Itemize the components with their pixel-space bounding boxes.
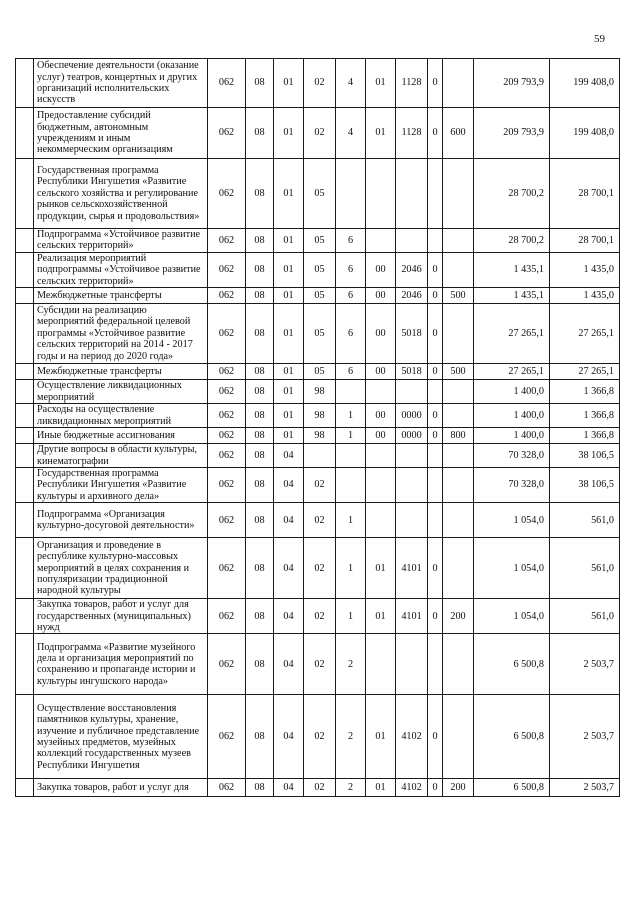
code-rz: 08 [246,404,274,428]
table-row [16,428,620,444]
amount-actual: 561,0 [550,538,620,599]
table-row [16,288,620,304]
code-expense-type [443,468,474,503]
amount-plan: 1 435,1 [474,288,550,304]
budget-table-body [16,59,620,797]
code-event [366,229,396,253]
code-subprogram: 4 [336,59,366,108]
code-extra: 0 [428,59,443,108]
code-extra: 0 [428,304,443,364]
code-rz: 08 [246,108,274,159]
row-margin-cell [16,229,34,253]
code-pr: 04 [274,599,304,634]
row-name: Подпрограмма «Развитие музейного дела и организация мероприятий по сохранению и пропаганде истории и культуры ингушского народа» [34,634,208,695]
code-min: 062 [208,59,246,108]
code-program: 05 [304,304,336,364]
code-rz: 08 [246,229,274,253]
code-min: 062 [208,599,246,634]
row-margin-cell [16,468,34,503]
code-extra: 0 [428,538,443,599]
code-extra: 0 [428,108,443,159]
table-row [16,538,620,599]
table-row [16,404,620,428]
code-subprogram [336,444,366,468]
amount-plan: 28 700,2 [474,229,550,253]
code-direction: 5018 [396,364,428,380]
amount-actual: 2 503,7 [550,779,620,797]
table-row [16,634,620,695]
code-event: 00 [366,288,396,304]
code-expense-type: 800 [443,428,474,444]
code-event: 01 [366,695,396,779]
code-event: 01 [366,538,396,599]
code-rz: 08 [246,364,274,380]
code-expense-type: 500 [443,288,474,304]
code-pr: 04 [274,444,304,468]
code-min: 062 [208,404,246,428]
code-program: 98 [304,428,336,444]
code-subprogram: 6 [336,288,366,304]
code-min: 062 [208,503,246,538]
amount-plan: 209 793,9 [474,59,550,108]
code-direction: 2046 [396,288,428,304]
code-program: 05 [304,229,336,253]
amount-actual: 199 408,0 [550,59,620,108]
amount-actual: 1 435,0 [550,288,620,304]
amount-plan: 1 054,0 [474,503,550,538]
code-min: 062 [208,288,246,304]
row-margin-cell [16,695,34,779]
amount-plan: 1 054,0 [474,538,550,599]
code-expense-type [443,380,474,404]
code-program: 05 [304,159,336,229]
amount-plan: 70 328,0 [474,468,550,503]
code-rz: 08 [246,380,274,404]
code-event: 01 [366,108,396,159]
code-pr: 04 [274,695,304,779]
table-row [16,599,620,634]
code-direction: 0000 [396,404,428,428]
table-row [16,59,620,108]
row-name: Предоставление субсидий бюджетным, автономным учреждениям и иным некоммерческим организациям [34,108,208,159]
code-rz: 08 [246,252,274,287]
table-row [16,159,620,229]
row-margin-cell [16,364,34,380]
amount-actual: 27 265,1 [550,304,620,364]
row-name: Реализация мероприятий подпрограммы «Устойчивое развитие сельских территорий» [34,252,208,287]
code-program: 02 [304,779,336,797]
code-event: 01 [366,599,396,634]
code-event [366,380,396,404]
amount-actual: 1 366,8 [550,404,620,428]
code-direction [396,159,428,229]
code-rz: 08 [246,538,274,599]
code-subprogram: 1 [336,503,366,538]
amount-actual: 561,0 [550,503,620,538]
row-name: Расходы на осуществление ликвидационных мероприятий [34,404,208,428]
code-subprogram: 6 [336,229,366,253]
code-extra [428,503,443,538]
code-subprogram: 2 [336,779,366,797]
amount-plan: 70 328,0 [474,444,550,468]
code-program: 98 [304,380,336,404]
code-pr: 01 [274,288,304,304]
amount-actual: 38 106,5 [550,468,620,503]
code-direction: 4101 [396,538,428,599]
code-extra [428,159,443,229]
code-expense-type [443,503,474,538]
code-subprogram: 1 [336,428,366,444]
amount-actual: 27 265,1 [550,364,620,380]
code-event: 00 [366,304,396,364]
row-name: Межбюджетные трансферты [34,364,208,380]
code-expense-type: 200 [443,779,474,797]
table-row [16,364,620,380]
row-margin-cell [16,59,34,108]
code-program [304,444,336,468]
code-event: 00 [366,252,396,287]
row-name: Иные бюджетные ассигнования [34,428,208,444]
code-event: 01 [366,779,396,797]
amount-plan: 28 700,2 [474,159,550,229]
page-number: 59 [594,33,605,45]
row-name: Подпрограмма «Устойчивое развитие сельских территорий» [34,229,208,253]
code-direction: 4101 [396,599,428,634]
code-program: 02 [304,59,336,108]
code-min: 062 [208,428,246,444]
code-expense-type: 200 [443,599,474,634]
code-program: 02 [304,108,336,159]
code-expense-type [443,444,474,468]
code-pr: 04 [274,634,304,695]
code-subprogram: 6 [336,364,366,380]
code-event [366,634,396,695]
row-name: Межбюджетные трансферты [34,288,208,304]
code-expense-type [443,59,474,108]
row-margin-cell [16,779,34,797]
code-subprogram: 2 [336,634,366,695]
row-name: Закупка товаров, работ и услуг для [34,779,208,797]
table-row [16,108,620,159]
code-subprogram: 1 [336,538,366,599]
row-name: Осуществление восстановления памятников культуры, хранение, изучение и публичное представление музейных предметов, музейных коллекций государственных музеев Республики Ингушетия [34,695,208,779]
code-direction [396,468,428,503]
code-subprogram: 6 [336,304,366,364]
code-program: 98 [304,404,336,428]
table-row [16,444,620,468]
code-subprogram: 4 [336,108,366,159]
code-direction: 2046 [396,252,428,287]
amount-plan: 209 793,9 [474,108,550,159]
code-pr: 01 [274,159,304,229]
code-min: 062 [208,634,246,695]
code-subprogram: 1 [336,599,366,634]
amount-actual: 2 503,7 [550,695,620,779]
code-rz: 08 [246,779,274,797]
row-margin-cell [16,538,34,599]
code-program: 02 [304,599,336,634]
amount-actual: 1 366,8 [550,428,620,444]
code-rz: 08 [246,599,274,634]
amount-actual: 2 503,7 [550,634,620,695]
code-direction: 0000 [396,428,428,444]
code-pr: 01 [274,108,304,159]
code-program: 05 [304,288,336,304]
row-name: Организация и проведение в республике культурно-массовых мероприятий в целях сохранения и популяризации традиционной народной культуры [34,538,208,599]
code-extra: 0 [428,695,443,779]
code-subprogram: 2 [336,695,366,779]
row-margin-cell [16,404,34,428]
code-extra [428,380,443,404]
code-event: 00 [366,428,396,444]
row-margin-cell [16,380,34,404]
code-rz: 08 [246,428,274,444]
amount-plan: 6 500,8 [474,695,550,779]
code-min: 062 [208,695,246,779]
code-expense-type: 500 [443,364,474,380]
code-program: 02 [304,468,336,503]
row-name: Осуществление ликвидационных мероприятий [34,380,208,404]
row-margin-cell [16,599,34,634]
amount-actual: 1 366,8 [550,380,620,404]
code-program: 02 [304,634,336,695]
code-min: 062 [208,364,246,380]
code-rz: 08 [246,59,274,108]
code-pr: 01 [274,380,304,404]
code-expense-type: 600 [443,108,474,159]
table-row [16,380,620,404]
code-expense-type [443,252,474,287]
table-row [16,229,620,253]
table-row [16,503,620,538]
code-min: 062 [208,380,246,404]
code-expense-type [443,404,474,428]
code-direction: 1128 [396,108,428,159]
code-extra [428,444,443,468]
amount-actual: 28 700,1 [550,229,620,253]
code-event: 01 [366,59,396,108]
code-expense-type [443,538,474,599]
code-direction [396,503,428,538]
code-extra: 0 [428,428,443,444]
code-program: 02 [304,538,336,599]
amount-plan: 1 400,0 [474,428,550,444]
code-extra: 0 [428,599,443,634]
table-row [16,779,620,797]
table-row [16,304,620,364]
code-extra: 0 [428,779,443,797]
code-rz: 08 [246,503,274,538]
code-min: 062 [208,108,246,159]
code-event: 00 [366,364,396,380]
code-pr: 04 [274,468,304,503]
code-direction: 4102 [396,779,428,797]
row-name: Государственная программа Республики Ингушетия «Развитие культуры и архивного дела» [34,468,208,503]
code-direction: 5018 [396,304,428,364]
code-extra [428,634,443,695]
row-name: Обеспечение деятельности (оказание услуг) театров, концертных и других организаций исполнительских искусств [34,59,208,108]
code-direction: 4102 [396,695,428,779]
code-min: 062 [208,159,246,229]
amount-actual: 28 700,1 [550,159,620,229]
code-program: 02 [304,695,336,779]
code-direction: 1128 [396,59,428,108]
code-event: 00 [366,404,396,428]
code-expense-type [443,634,474,695]
code-program: 05 [304,364,336,380]
code-subprogram [336,380,366,404]
code-pr: 01 [274,364,304,380]
amount-plan: 1 400,0 [474,404,550,428]
amount-actual: 38 106,5 [550,444,620,468]
code-extra: 0 [428,364,443,380]
code-event [366,503,396,538]
row-margin-cell [16,252,34,287]
code-pr: 01 [274,404,304,428]
row-name: Другие вопросы в области культуры, кинематографии [34,444,208,468]
budget-table [15,58,620,797]
code-rz: 08 [246,468,274,503]
code-rz: 08 [246,288,274,304]
row-margin-cell [16,159,34,229]
code-pr: 01 [274,252,304,287]
amount-actual: 1 435,0 [550,252,620,287]
code-subprogram [336,159,366,229]
amount-plan: 27 265,1 [474,304,550,364]
code-program: 05 [304,252,336,287]
code-subprogram [336,468,366,503]
code-direction [396,444,428,468]
row-name: Подпрограмма «Организация культурно-досуговой деятельности» [34,503,208,538]
row-margin-cell [16,288,34,304]
code-pr: 01 [274,428,304,444]
code-extra [428,229,443,253]
code-expense-type [443,229,474,253]
row-margin-cell [16,428,34,444]
amount-plan: 6 500,8 [474,634,550,695]
code-direction [396,380,428,404]
amount-actual: 561,0 [550,599,620,634]
code-rz: 08 [246,634,274,695]
row-margin-cell [16,304,34,364]
code-min: 062 [208,304,246,364]
code-min: 062 [208,779,246,797]
code-extra: 0 [428,288,443,304]
code-pr: 01 [274,229,304,253]
amount-plan: 6 500,8 [474,779,550,797]
code-rz: 08 [246,444,274,468]
code-rz: 08 [246,695,274,779]
code-min: 062 [208,538,246,599]
row-name: Субсидии на реализацию мероприятий федеральной целевой программы «Устойчивое развитие сельских территорий на 2014 - 2017 годы и на период до 2020 года» [34,304,208,364]
table-row [16,695,620,779]
row-name: Государственная программа Республики Ингушетия «Развитие сельского хозяйства и регулирование рынков сельскохозяйственной продукции, сырья и продовольствия» [34,159,208,229]
code-expense-type [443,695,474,779]
code-expense-type [443,304,474,364]
code-min: 062 [208,252,246,287]
code-extra [428,468,443,503]
code-event [366,444,396,468]
code-pr: 04 [274,503,304,538]
code-direction [396,634,428,695]
code-subprogram: 1 [336,404,366,428]
code-rz: 08 [246,304,274,364]
code-min: 062 [208,229,246,253]
row-margin-cell [16,634,34,695]
row-margin-cell [16,108,34,159]
code-pr: 04 [274,538,304,599]
code-expense-type [443,159,474,229]
code-pr: 04 [274,779,304,797]
code-program: 02 [304,503,336,538]
amount-plan: 1 400,0 [474,380,550,404]
code-min: 062 [208,468,246,503]
code-direction [396,229,428,253]
amount-plan: 1 435,1 [474,252,550,287]
table-row [16,252,620,287]
amount-plan: 27 265,1 [474,364,550,380]
code-rz: 08 [246,159,274,229]
row-name: Закупка товаров, работ и услуг для государственных (муниципальных) нужд [34,599,208,634]
row-margin-cell [16,444,34,468]
code-extra: 0 [428,252,443,287]
amount-plan: 1 054,0 [474,599,550,634]
code-min: 062 [208,444,246,468]
code-event [366,468,396,503]
amount-actual: 199 408,0 [550,108,620,159]
row-margin-cell [16,503,34,538]
table-row [16,468,620,503]
code-event [366,159,396,229]
code-subprogram: 6 [336,252,366,287]
code-pr: 01 [274,59,304,108]
code-extra: 0 [428,404,443,428]
code-pr: 01 [274,304,304,364]
